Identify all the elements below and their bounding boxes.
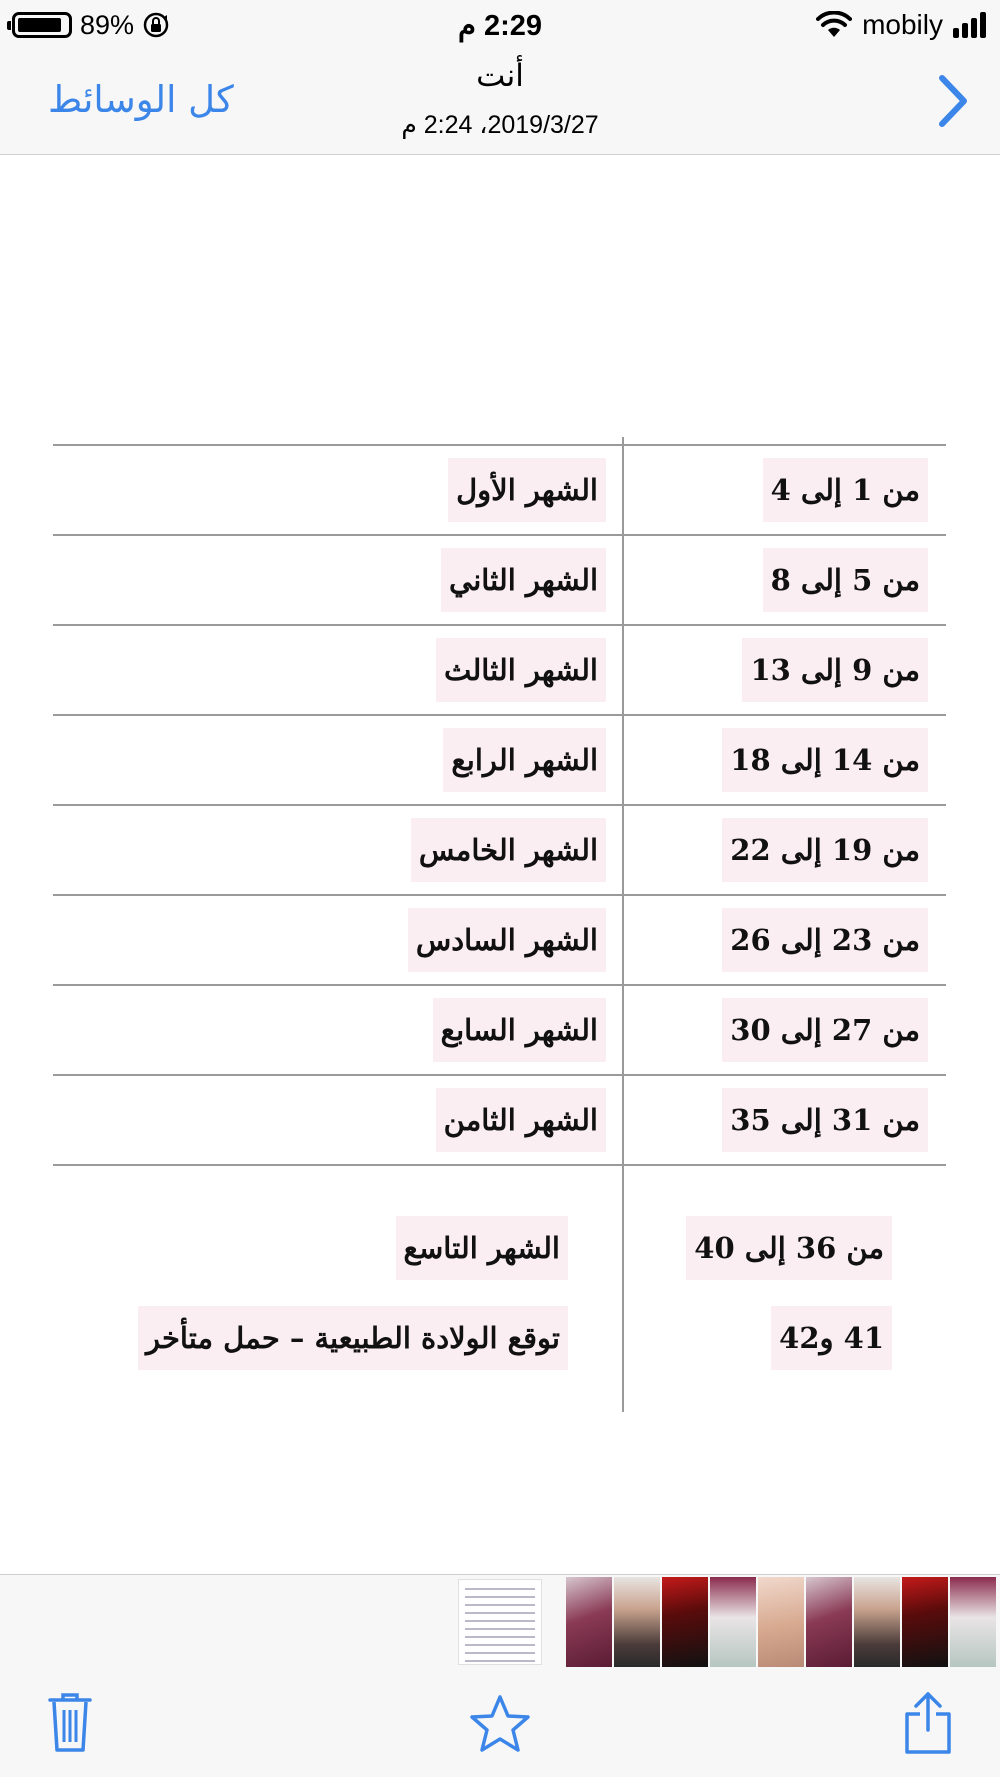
thumbnail[interactable] [806,1577,852,1667]
table-divider [622,437,624,1412]
table-cell-weeks: من 1 إلى 4 [763,458,928,522]
table-cell-weeks: من 23 إلى 26 [722,908,928,972]
status-bar [0,0,1000,50]
table-cell-month: الشهر الثامن [436,1088,606,1152]
trash-icon[interactable] [46,1690,94,1754]
table-cell-month: الشهر التاسع [396,1216,568,1280]
table-rule [53,984,946,986]
chevron-right-icon[interactable] [936,72,972,130]
page-title: أنت [476,58,524,94]
bottom-toolbar [0,1668,1000,1777]
table-cell-weeks: من 27 إلى 30 [722,998,928,1062]
share-icon[interactable] [902,1690,954,1756]
thumbnail[interactable] [902,1577,948,1667]
nav-bar [0,50,1000,155]
thumbnail[interactable] [614,1577,660,1667]
table-cell-month: توقع الولادة الطبيعية – حمل متأخر [138,1306,568,1370]
thumbnail[interactable] [950,1577,996,1667]
status-time: 2:29 م [457,10,543,42]
table-cell-month: الشهر الخامس [411,818,606,882]
signal-icon [953,12,986,38]
table-rule [53,894,946,896]
table-cell-weeks: من 36 إلى 40 [686,1216,892,1280]
wifi-icon [816,11,852,39]
star-icon[interactable] [468,1694,532,1754]
thumbnail-current[interactable] [458,1579,542,1665]
table-cell-weeks: 41 و42 [771,1306,892,1370]
table-rule [53,534,946,536]
carrier-name: mobily [862,9,943,40]
table-rule [53,804,946,806]
table-cell-weeks: من 5 إلى 8 [763,548,928,612]
table-rule [53,1164,946,1166]
battery-percent: 89% [80,9,135,40]
table-rule [53,444,946,446]
table-cell-weeks: من 14 إلى 18 [722,728,928,792]
table-cell-month: الشهر الثاني [441,548,606,612]
table-cell-weeks: من 19 إلى 22 [722,818,928,882]
status-right [816,8,986,42]
table-cell-month: الشهر السابع [433,998,606,1062]
thumbnail[interactable] [566,1577,612,1667]
table-cell-month: الشهر الأول [448,458,606,522]
table-cell-month: الشهر الثالث [436,638,606,702]
thumbnail[interactable] [710,1577,756,1667]
table-cell-month: الشهر السادس [408,908,606,972]
page-subtitle: 2019/3/27، 2:24 م [401,111,599,139]
thumbnail[interactable] [662,1577,708,1667]
table-rule [53,1074,946,1076]
all-media-button[interactable]: كل الوسائط [48,78,234,121]
thumbnail[interactable] [854,1577,900,1667]
table-cell-month: الشهر الرابع [443,728,606,792]
table-cell-weeks: من 9 إلى 13 [742,638,928,702]
table-cell-weeks: من 31 إلى 35 [722,1088,928,1152]
table-rule [53,714,946,716]
thumbnail[interactable] [758,1577,804,1667]
table-rule [53,624,946,626]
thumbnail-strip[interactable] [0,1574,1000,1668]
